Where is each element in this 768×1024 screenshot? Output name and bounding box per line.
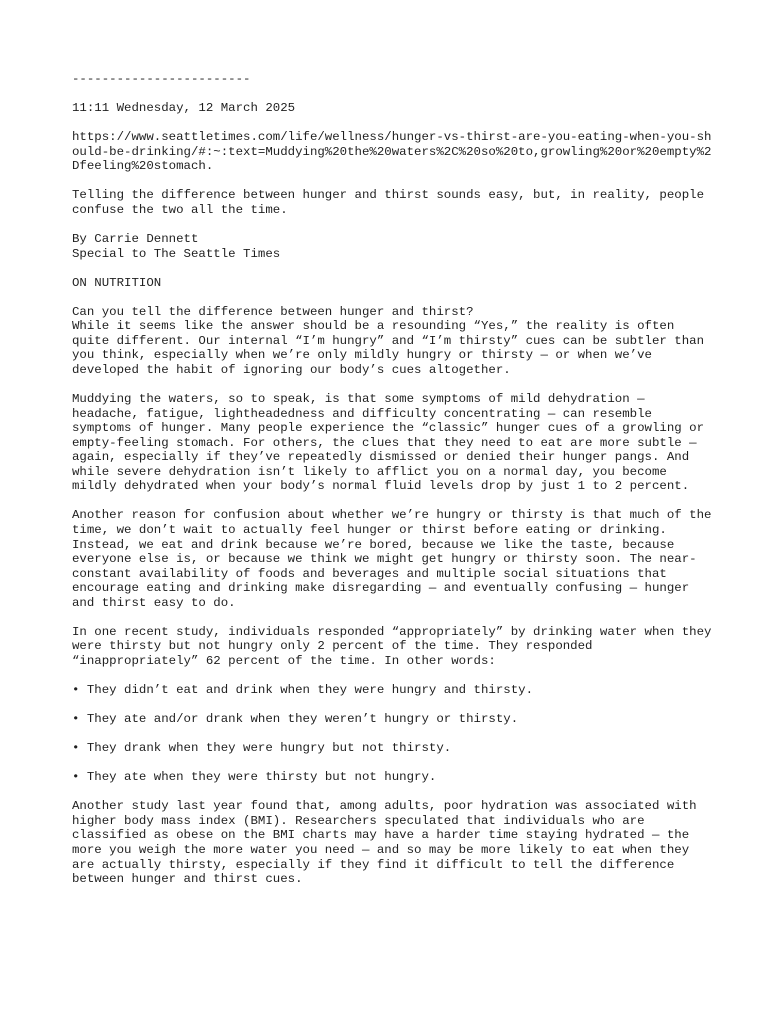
bullet-icon: • bbox=[72, 682, 80, 697]
bullet-icon: • bbox=[72, 712, 80, 727]
list-item-text: They didn’t eat and drink when they were hungry and thirsty. bbox=[86, 682, 534, 697]
section-label: ON NUTRITION bbox=[72, 275, 162, 290]
article-page bbox=[72, 72, 719, 901]
intro-paragraph: Telling the difference between hunger and thirst sounds easy, but, in reality, people confuse the two all the time. bbox=[72, 188, 712, 217]
list-item bbox=[72, 683, 712, 698]
byline-author: By Carrie Dennett bbox=[72, 232, 199, 247]
list-item bbox=[72, 770, 712, 785]
list-item bbox=[72, 712, 712, 727]
question-line: Can you tell the difference between hunger and thirst? bbox=[72, 304, 474, 319]
closing-paragraph: Another study last year found that, among adults, poor hydration was associated with higher body mass index (BMI). Researchers speculated that individuals who are classified as obese on the BMI charts may have a harder time staying hydrated — the more you weigh the more water you need — and so may be more likely to eat when they are actually thirsty, especially if they find it difficult to tell the difference between hunger and thirst cues. bbox=[72, 799, 705, 887]
bullet-icon: • bbox=[72, 741, 80, 756]
body-paragraph: Another reason for confusion about whether we’re hungry or thirsty is that much of the time, we don’t wait to actually feel hunger or thirst before eating or drinking. Instead, we eat and drink because we’re bored, because we like the taste, because everyone else is, or because we think we might get hungry or thirsty soon. The near-constant availability of foods and beverages and multiple social situations that encourage eating and drinking make disregarding — and eventually confusing — hunger and thirst easy to do. bbox=[72, 508, 719, 610]
bullet-list bbox=[72, 683, 712, 785]
list-item-text: They ate when they were thirsty but not hungry. bbox=[86, 770, 437, 785]
list-item bbox=[72, 741, 712, 756]
separator-line: ------------------------ bbox=[72, 72, 251, 86]
body-paragraph: Muddying the waters, so to speak, is that some symptoms of mild dehydration — headache, fatigue, lightheadedness and difficulty concentrating — can resemble symptoms of hunger. Many people experience the “classic” hunger cues of a growling or empty-feeling stomach. For others, the clues that they need to eat are more subtle — again, especially if they’ve repeatedly dismissed or denied their hunger pangs. And while severe dehydration isn’t likely to afflict you on a normal day, you become mildly dehydrated when your body’s normal fluid levels drop by just 1 to 2 percent. bbox=[72, 392, 712, 494]
list-item-text: They ate and/or drank when they weren’t hungry or thirsty. bbox=[86, 712, 519, 727]
body-paragraph: In one recent study, individuals responded “appropriately” by drinking water when they were thirsty but not hungry only 2 percent of the time. They responded “inappropriately” 62 percent of the time. In other words: bbox=[72, 624, 719, 668]
timestamp: 11:11 Wednesday, 12 March 2025 bbox=[72, 101, 296, 116]
bullet-icon: • bbox=[72, 770, 80, 785]
byline-affiliation: Special to The Seattle Times bbox=[72, 246, 281, 261]
list-item-text: They drank when they were hungry but not thirsty. bbox=[86, 741, 452, 756]
body-paragraph: While it seems like the answer should be a resounding “Yes,” the reality is often quite different. Our internal “I’m hungry” and “I’m thirsty” cues can be subtler than you think, especially when we’re only mildly hungry or thirsty — or when we’ve developed the habit of ignoring our body’s cues altogether. bbox=[72, 319, 712, 377]
source-url[interactable]: https://www.seattletimes.com/life/wellness/hunger-vs-thirst-are-you-eating-when-you-should-be-drinking/#:~:text=Muddying%20the%20waters%2C%20so%20to,growling%20or%20empty%2Dfeeling%20stomach. bbox=[72, 130, 712, 174]
